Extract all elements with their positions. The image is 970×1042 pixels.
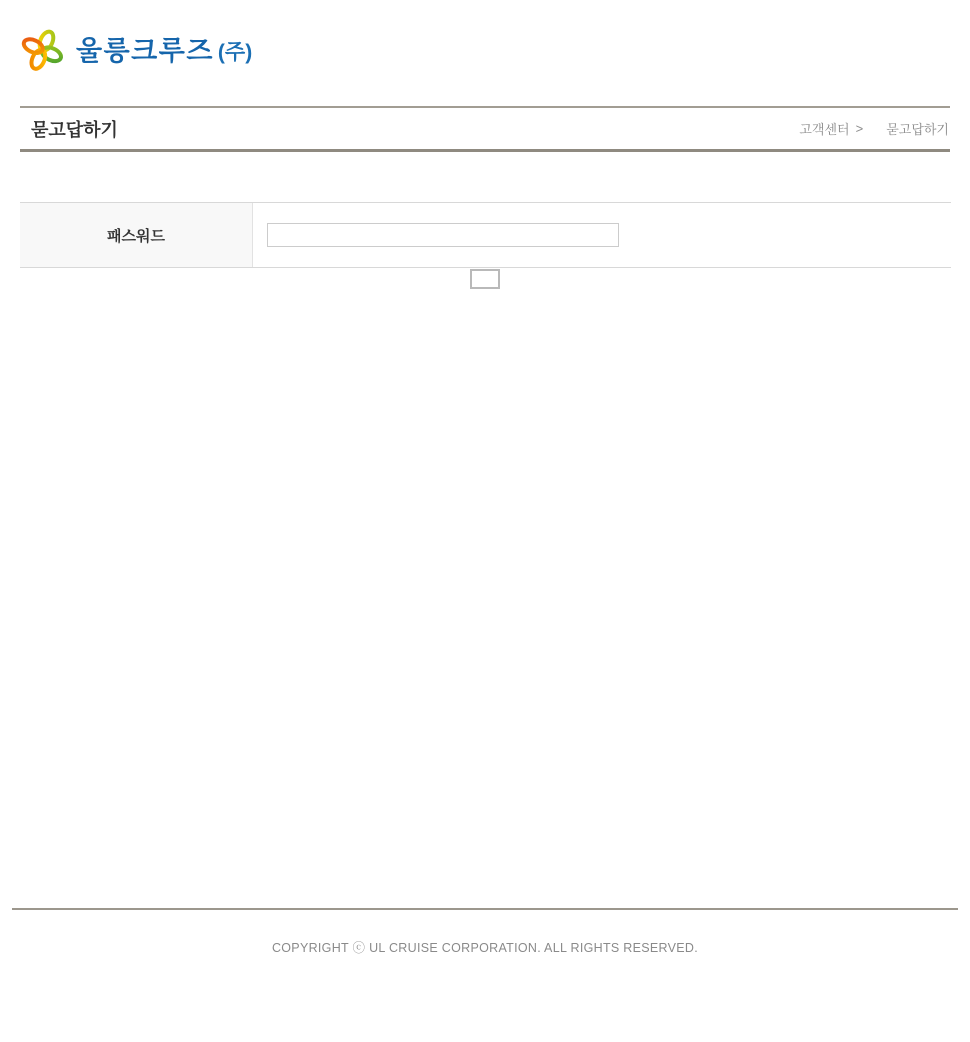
logo[interactable] — [20, 22, 252, 80]
password-input[interactable] — [267, 223, 619, 247]
logo-flower-icon — [20, 22, 68, 80]
logo-company-name: 울릉크루즈 — [76, 35, 214, 66]
breadcrumb-item-customer-center[interactable]: 고객센터 — [799, 122, 850, 137]
password-label-cell — [20, 203, 253, 267]
title-bar — [20, 106, 950, 152]
page-title: 묻고답하기 — [31, 119, 118, 140]
copyright-text: COPYRIGHT ⓒ UL CRUISE CORPORATION. ALL RIGHTS RESERVED. — [271, 941, 699, 955]
breadcrumb — [799, 119, 949, 138]
breadcrumb-item-current: 묻고답하기 — [886, 122, 949, 137]
password-value-cell — [253, 203, 951, 267]
confirm-button[interactable] — [470, 269, 500, 289]
breadcrumb-separator: > — [855, 121, 864, 136]
footer — [0, 938, 970, 956]
password-form-table — [20, 202, 951, 268]
password-label: 패스워드 — [107, 227, 165, 245]
footer-divider — [12, 908, 958, 910]
logo-company-suffix: (주) — [217, 40, 253, 64]
